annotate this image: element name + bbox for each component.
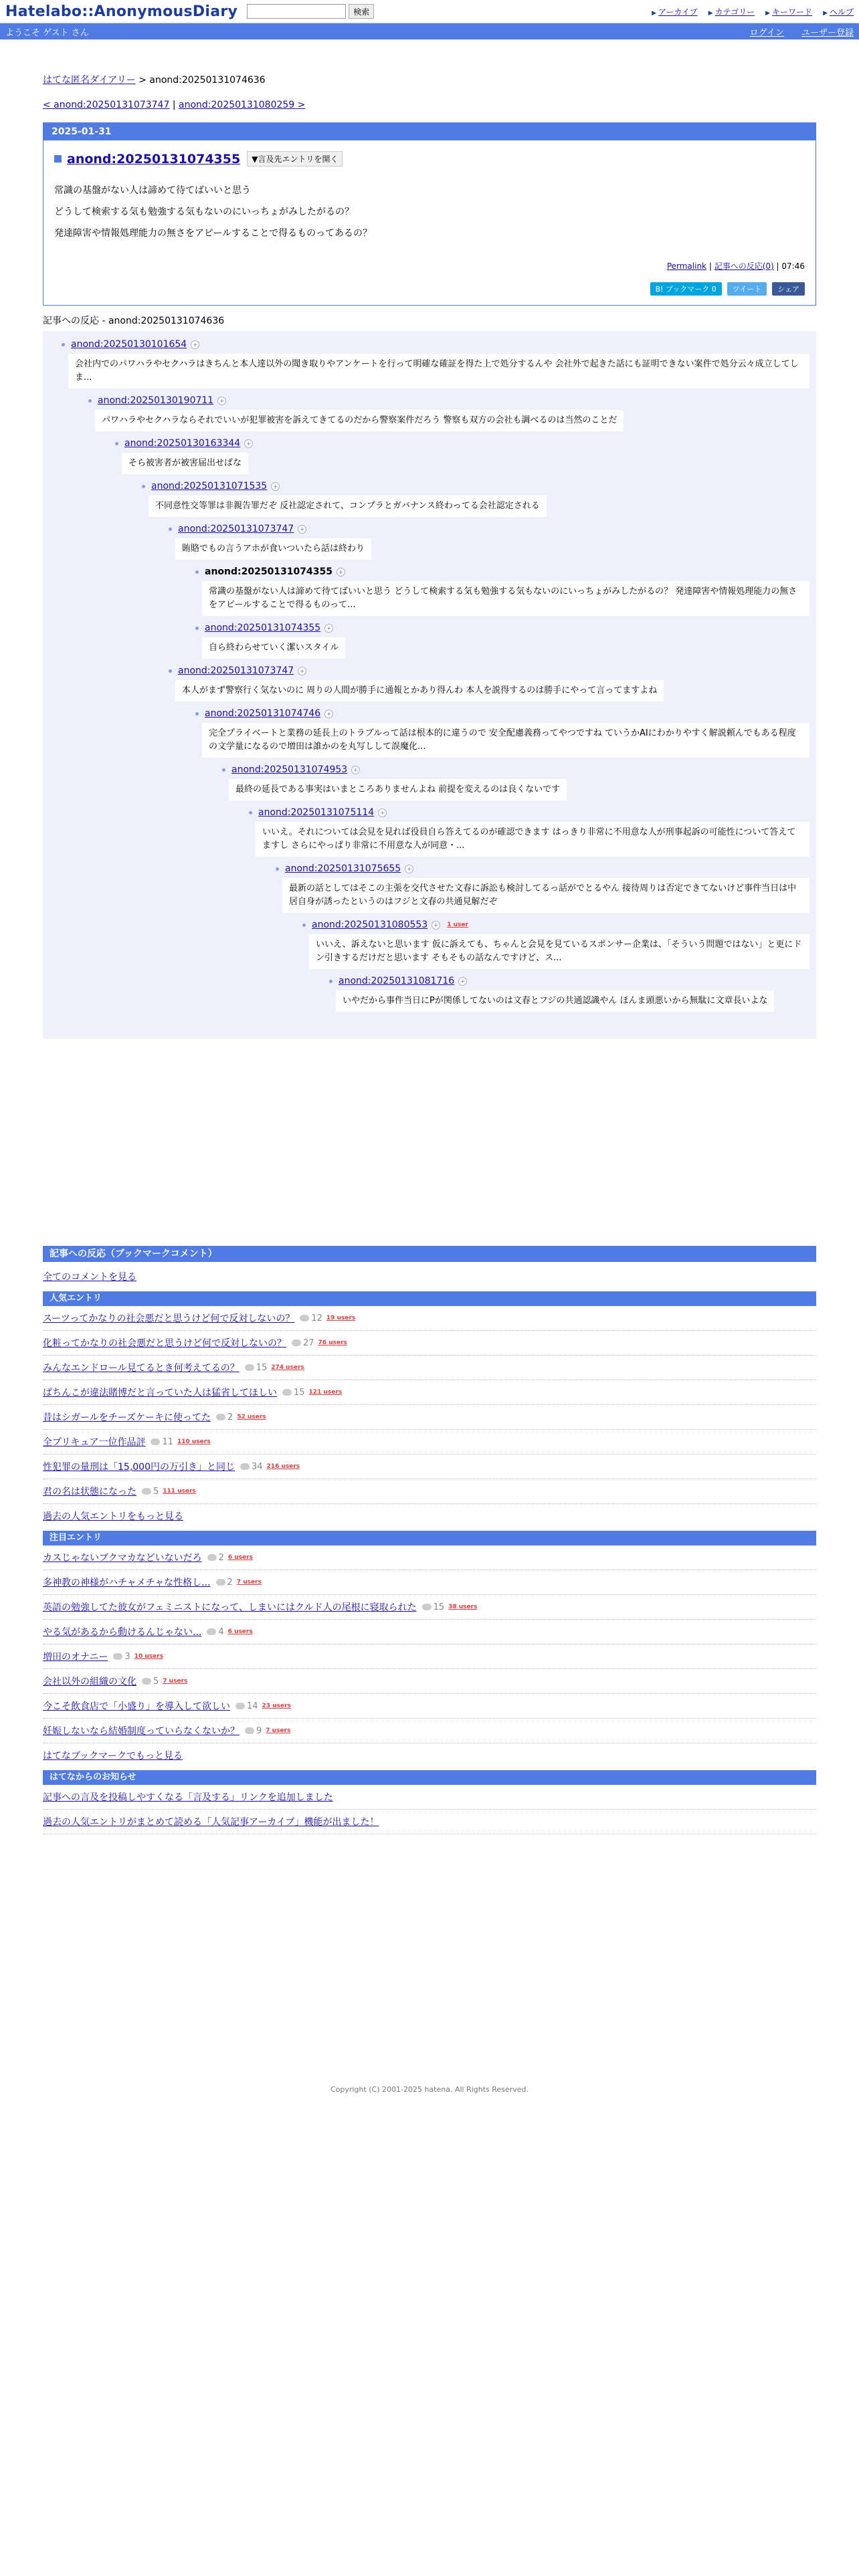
footer-separator: |: [708, 261, 712, 271]
entry-row: [43, 1644, 816, 1669]
tweet-button[interactable]: ツイート: [727, 282, 767, 296]
comment-count: [235, 1701, 258, 1711]
entry-row: [43, 1430, 816, 1455]
expand-toggle-icon[interactable]: +: [298, 667, 306, 675]
entry-link[interactable]: やる気があるから動けるんじゃない...: [43, 1627, 202, 1638]
reaction-text: 完全プライベートと業務の延長上のトラブルって話は根本的に違うので 安全配慮義務ってやつですね ていうかAIにわかりやすく解説頼んでもある程度の文学量になるので増田は誰かのを丸写しして誤魔化...: [202, 723, 809, 758]
reaction-node: [302, 920, 816, 969]
bookmark-users-badge[interactable]: 52 users: [237, 1414, 266, 1420]
top-nav: [652, 6, 854, 17]
comment-count: [216, 1578, 233, 1588]
entry-link[interactable]: 化粧ってかなりの社会悪だと思うけど何で反対しないの？: [43, 1338, 286, 1349]
bookmark-users-badge[interactable]: 1 user: [447, 922, 468, 928]
comment-bubble-icon: [422, 1604, 432, 1610]
breadcrumb: [43, 73, 816, 86]
expand-toggle-icon[interactable]: +: [405, 865, 413, 873]
comment-count-value: 3: [124, 1651, 130, 1662]
bullet-icon: [276, 867, 279, 871]
expand-toggle-icon[interactable]: +: [378, 809, 387, 817]
entry-row: [43, 1694, 816, 1719]
reaction-text: いいえ、訴えないと思います 仮に訴えても、ちゃんと会見を見ているスポンサー企業は、「そういう問題ではない」と更にドン引きするだけだと思います そもそもの話なんですけど、ス...: [309, 934, 809, 969]
bookmark-users-badge[interactable]: 111 users: [163, 1488, 196, 1495]
reaction-id-link[interactable]: anond:20250131073747: [178, 524, 294, 534]
reaction-id-link[interactable]: anond:20250131074355: [205, 623, 321, 633]
comment-count: [216, 1412, 233, 1422]
comment-bubble-icon: [245, 1727, 254, 1734]
bookmark-users-badge[interactable]: 19 users: [326, 1315, 356, 1321]
expand-toggle-icon[interactable]: +: [271, 482, 280, 491]
entry-link[interactable]: 妊娠しないなら結婚制度っていらなくないか？: [43, 1726, 240, 1737]
comment-count: [245, 1363, 268, 1373]
bullet-icon: [195, 712, 199, 716]
expand-toggle-icon[interactable]: +: [298, 525, 306, 534]
reactions-link[interactable]: 記事への反応(0): [714, 261, 774, 271]
reaction-id-link[interactable]: anond:20250130101654: [71, 339, 187, 350]
news-title: はてなからのお知らせ: [43, 1770, 816, 1785]
footer-separator: |: [776, 261, 779, 271]
breadcrumb-current: anond:20250131074636: [149, 75, 266, 86]
copyright: Copyright (C) 2001-2025 hatena. All Rights Reserved.: [330, 2085, 529, 2094]
comment-count: [422, 1602, 445, 1612]
reaction-text: そら被害者が被害届出せばな: [122, 453, 248, 474]
comment-bubble-icon: [282, 1389, 292, 1396]
reaction-id-link[interactable]: anond:20250131081716: [339, 976, 455, 986]
bookmark-users-badge[interactable]: 76 users: [318, 1339, 347, 1346]
bookmark-users-badge[interactable]: 274 users: [271, 1364, 304, 1371]
news-list: [43, 1785, 816, 1834]
facebook-share-button[interactable]: シェア: [772, 282, 805, 296]
main-content: [0, 73, 859, 1834]
reaction-node: [169, 524, 816, 560]
bookmark-users-badge[interactable]: 6 users: [227, 1628, 253, 1635]
entry-link[interactable]: ぱちんこが違法賭博だと言っていた人は猛省してほしい: [43, 1388, 277, 1398]
breadcrumb-home[interactable]: はてな匿名ダイアリー: [43, 75, 136, 86]
reaction-text: 不同意性交等罪は非親告罪だぞ 反社認定されて、コンプラとガバナンス終わってる会社認定される: [149, 496, 547, 517]
reaction-text: 本人がまず警察行く気ないのに 周りの人間が勝手に通報とかあり得んわ 本人を説得するのは勝手にやって言ってますよね: [175, 680, 664, 702]
entry-line: 発達障害や情報処理能力の無さをアピールすることで得るものってあるの？: [54, 228, 373, 239]
reaction-text: 最新の話としてはそこの主張を交代させた文春に訴訟も検討してるっ話がでとるやん 接待周りは否定できてないけど事件当日は中居自身が誘ったというのはフジと文春の共通見解だぞ: [282, 878, 809, 913]
bookmark-users-badge[interactable]: 110 users: [177, 1438, 211, 1445]
comment-count-value: 2: [218, 1552, 224, 1563]
reaction-node: [329, 976, 816, 1012]
comment-count: [282, 1388, 305, 1398]
reaction-id-link[interactable]: anond:20250131074953: [231, 764, 348, 775]
entry-line: 常識の基盤がない人は諦めて待てばいいと思う: [54, 185, 251, 196]
login-link[interactable]: ログイン: [749, 27, 784, 38]
comment-bubble-icon: [142, 1488, 151, 1495]
expand-toggle-icon[interactable]: +: [351, 766, 360, 774]
bookmark-users-badge[interactable]: 23 users: [262, 1703, 291, 1709]
notable-entries-title: 注目エントリ: [43, 1531, 816, 1545]
entry-time: 07:46: [781, 261, 805, 271]
expand-toggle-icon[interactable]: +: [432, 921, 440, 930]
reaction-text: いやだから事件当日にPが関係してないのは文春とフジの共通認識やん ほんま頭悪いから無駄に文章長いよな: [336, 990, 774, 1012]
comment-count: [300, 1313, 322, 1323]
reaction-node: [195, 566, 816, 616]
reaction-node: [88, 395, 816, 431]
reaction-id-link[interactable]: anond:20250131071535: [151, 481, 268, 492]
reaction-id-link[interactable]: anond:20250130163344: [124, 438, 241, 449]
entry-row: [43, 1620, 816, 1644]
entry-row: [43, 1331, 816, 1356]
search-input[interactable]: [247, 4, 346, 19]
entry-row: [43, 1356, 816, 1380]
popular-entries-list: [43, 1306, 816, 1504]
entry-link[interactable]: カスじゃないブクマカなどいないだろ: [43, 1553, 202, 1564]
bullet-icon: [169, 528, 172, 531]
bookmark-users-badge[interactable]: 38 users: [448, 1604, 478, 1610]
news-item: [43, 1810, 816, 1834]
comment-count: [142, 1677, 159, 1687]
reaction-tree: [43, 331, 816, 1039]
entry-link[interactable]: スーツってかなりの社会悪だと思うけど何で反対しないの？: [43, 1313, 295, 1324]
comment-count-value: 15: [294, 1387, 305, 1398]
comment-bubble-icon: [245, 1364, 254, 1371]
comment-count-value: 34: [252, 1461, 263, 1472]
popular-more-link[interactable]: 過去の人気エントリをもっと見る: [43, 1511, 183, 1522]
pager-separator: |: [172, 100, 176, 110]
entry-row: [43, 1719, 816, 1743]
reactions-title: 記事への反応 - anond:20250131074636: [43, 316, 225, 326]
user-bar: [0, 23, 859, 39]
bullet-icon: [88, 399, 92, 403]
entry-row: [43, 1545, 816, 1570]
comment-count: [142, 1487, 159, 1497]
reaction-node: [249, 807, 816, 857]
comment-count-value: 14: [247, 1701, 258, 1711]
nav-keyword[interactable]: ▶ キーワード: [765, 6, 812, 17]
entry-link[interactable]: 性犯罪の量刑は「15,000円の万引き」と同じ: [43, 1462, 235, 1473]
comment-count: [207, 1627, 223, 1637]
entry-date: 2025-01-31: [43, 123, 816, 140]
entry-title-link[interactable]: anond:20250131074355: [67, 151, 241, 167]
entry-row: [43, 1479, 816, 1504]
comment-bubble-icon: [207, 1628, 216, 1635]
search-button[interactable]: 検索: [349, 4, 374, 19]
news-item: [43, 1785, 816, 1810]
bookmark-users-badge[interactable]: 7 users: [236, 1579, 262, 1586]
bookmark-users-badge[interactable]: 121 users: [308, 1389, 343, 1396]
comment-bubble-icon: [216, 1414, 225, 1420]
comment-count: [207, 1553, 224, 1563]
reaction-id-link[interactable]: anond:20250131074746: [205, 708, 321, 719]
site-logo[interactable]: Hatelabo::AnonymousDiary: [5, 3, 238, 20]
reaction-id-link[interactable]: anond:20250131080553: [312, 920, 428, 930]
bullet-icon: [249, 811, 252, 815]
expand-toggle-icon[interactable]: +: [337, 568, 345, 576]
entry-link[interactable]: 多神教の神様がハチャメチャな性格し...: [43, 1578, 211, 1588]
reaction-node: [195, 708, 816, 758]
comment-count: [151, 1437, 173, 1447]
entry-row: [43, 1669, 816, 1694]
reaction-node: [222, 764, 816, 800]
reaction-text: 自ら終わらせていく潔いスタイル: [202, 637, 345, 659]
reaction-id-link[interactable]: anond:20250130190711: [98, 395, 214, 406]
comment-bubble-icon: [207, 1554, 217, 1561]
comment-count: [292, 1338, 314, 1348]
current-entry-id: anond:20250131074355: [205, 566, 332, 577]
entry-link[interactable]: 増田のオナニー: [43, 1652, 108, 1662]
expand-toggle-icon[interactable]: +: [217, 397, 226, 405]
comment-count-value: 2: [227, 1412, 233, 1422]
comment-count-value: 12: [311, 1313, 322, 1323]
entry-row: [43, 1570, 816, 1595]
comment-count: [245, 1726, 262, 1736]
reaction-text: 最終の延長である事実はいまところありませんよね 前提を変えるのは良くないです: [229, 779, 567, 800]
reaction-text: 会社内でのパワハラやセクハラはきちんと本人達以外の聞き取りやアンケートを行って明確な確証を得た上で処分するんや 会社外で起きた話にも証明できない案件で処分云々成立してしま...: [68, 354, 809, 389]
entry-link[interactable]: みんなエンドロール見てるとき何考えてるの？: [43, 1363, 240, 1374]
nav-archive[interactable]: ▶ アーカイブ: [652, 6, 698, 17]
entry-link[interactable]: 会社以外の組織の文化: [43, 1677, 136, 1687]
reaction-text: 賄賂でもの言うアホが食いついたら話は終わり: [175, 538, 371, 560]
reaction-node: [195, 623, 816, 659]
bullet-icon: [222, 768, 225, 772]
expand-toggle-icon[interactable]: +: [324, 624, 333, 633]
bullet-icon: [142, 485, 145, 488]
reaction-text: パワハラやセクハラならそれでいいが犯罪被害を訴えてきてるのだから警察案件だろう 警察も双方の会社も調べるのは当然のことだ: [95, 410, 624, 431]
bullet-icon: [195, 570, 199, 574]
comment-bubble-icon: [240, 1463, 250, 1470]
expand-toggle-icon[interactable]: +: [244, 439, 253, 448]
comment-bubble-icon: [151, 1438, 160, 1445]
bullet-icon: [62, 343, 65, 346]
welcome-text: ようこそ ゲスト さん: [5, 27, 89, 38]
header: [0, 0, 859, 23]
reaction-id-link[interactable]: anond:20250131075655: [285, 863, 401, 874]
comment-bubble-icon: [235, 1703, 245, 1709]
entry-line: どうして検索する気も勉強する気もないのにいっちょがみしたがるの？: [54, 207, 354, 217]
entry-body: [54, 180, 805, 244]
entry-row: [43, 1306, 816, 1331]
entry-link[interactable]: 全プリキュア一位作品評: [43, 1437, 146, 1448]
popular-entries-title: 人気エントリ: [43, 1291, 816, 1306]
comment-bubble-icon: [113, 1653, 122, 1660]
breadcrumb-separator: >: [138, 75, 147, 86]
bullet-icon: [115, 442, 118, 445]
entry-row: [43, 1405, 816, 1430]
reaction-text: 常識の基盤がない人は諦めて待てばいいと思う どうして検索する気も勉強する気もないのにいっちょがみしたがるの？ 発達障害や情報処理能力の無さをアピールすることで得るものって...: [202, 581, 809, 616]
news-link[interactable]: 記事への言及を投稿しやすくなる「言及する」リンクを追加しました: [43, 1792, 333, 1803]
comment-count-value: 4: [218, 1626, 224, 1637]
comment-count-value: 15: [433, 1602, 445, 1612]
comment-count-value: 5: [153, 1676, 159, 1687]
share-buttons: [54, 282, 805, 296]
bullet-icon: [195, 627, 199, 630]
bookmark-users-badge[interactable]: 216 users: [266, 1463, 300, 1470]
reaction-id-link[interactable]: anond:20250131075114: [258, 807, 375, 818]
notable-entries-list: [43, 1545, 816, 1743]
comment-count-value: 11: [162, 1436, 173, 1447]
comment-count-value: 2: [227, 1577, 233, 1588]
next-entry-link[interactable]: anond:20250131080259 >: [179, 100, 306, 110]
entry-box: [43, 122, 816, 306]
bullet-icon: [169, 669, 172, 673]
entry-link[interactable]: 昔はシガールをチーズケーキに使ってた: [43, 1412, 211, 1423]
entry-row: [43, 1380, 816, 1405]
reaction-id-link[interactable]: anond:20250131073747: [178, 665, 294, 676]
expand-toggle-icon[interactable]: +: [324, 710, 333, 718]
register-link[interactable]: ユーザー登録: [801, 27, 854, 38]
comment-count: [113, 1652, 130, 1662]
entry-row: [43, 1595, 816, 1620]
reaction-node: [62, 339, 816, 389]
comment-count-value: 9: [256, 1725, 262, 1736]
permalink[interactable]: Permalink: [666, 261, 706, 271]
comment-count-value: 27: [303, 1337, 314, 1348]
entry-square-icon: [54, 155, 62, 163]
entry-row: [43, 1455, 816, 1479]
bookmark-users-badge[interactable]: 7 users: [266, 1727, 291, 1734]
reaction-text: いいえ。それについては会見を見れば役員自ら答えてるのが確認できます はっきり非常に不用意な人が刑事起訴の可能性について答えてますし さらにやっぱり非常に不用意な人が同意・...: [256, 822, 809, 857]
entry-link[interactable]: 君の名は状態になった: [43, 1487, 136, 1497]
comment-count-value: 5: [153, 1486, 159, 1497]
open-reference-button[interactable]: ▼言及先エントリを開く: [247, 151, 343, 167]
all-comments-link[interactable]: 全てのコメントを見る: [43, 1272, 136, 1283]
bookmark-users-badge[interactable]: 6 users: [227, 1554, 253, 1561]
notable-more-link[interactable]: はてなブックマークでもっと見る: [43, 1751, 183, 1761]
expand-toggle-icon[interactable]: +: [191, 340, 199, 349]
comment-count-value: 15: [256, 1362, 268, 1373]
comment-bubble-icon: [142, 1678, 151, 1685]
bookmark-users-badge[interactable]: 10 users: [134, 1653, 164, 1660]
news-link[interactable]: 過去の人気エントリがまとめて読める「人気記事アーカイブ」機能が出ました！: [43, 1817, 379, 1828]
reaction-node: [142, 481, 816, 517]
hatena-bookmark-button[interactable]: B! ブックマーク 0: [650, 282, 722, 296]
comment-bubble-icon: [292, 1339, 301, 1346]
reaction-node: [169, 665, 816, 702]
nav-help[interactable]: ▶ ヘルプ: [823, 6, 854, 17]
entry-footer: [54, 260, 805, 272]
comment-bubble-icon: [300, 1315, 309, 1321]
entry-link[interactable]: 英語の勉強してた彼女がフェミニストになって、しまいにはクルド人の尾根に寝取られた: [43, 1602, 417, 1613]
pager: [43, 100, 816, 110]
bullet-icon: [302, 924, 306, 927]
reaction-node: [276, 863, 816, 913]
prev-entry-link[interactable]: < anond:20250131073747: [43, 100, 170, 110]
reaction-node: [115, 438, 816, 474]
nav-category[interactable]: ▶ カテゴリー: [708, 6, 755, 17]
entry-link[interactable]: 今こそ飲食店で「小盛り」を導入して欲しい: [43, 1701, 230, 1712]
comment-bubble-icon: [216, 1579, 225, 1586]
expand-toggle-icon[interactable]: +: [458, 977, 467, 986]
comment-count: [240, 1462, 263, 1472]
bullet-icon: [329, 980, 332, 983]
search-form: [247, 4, 374, 19]
bookmark-users-badge[interactable]: 7 users: [163, 1678, 188, 1685]
bookmark-comments-title: 記事への反応（ブックマークコメント）: [43, 1246, 816, 1262]
